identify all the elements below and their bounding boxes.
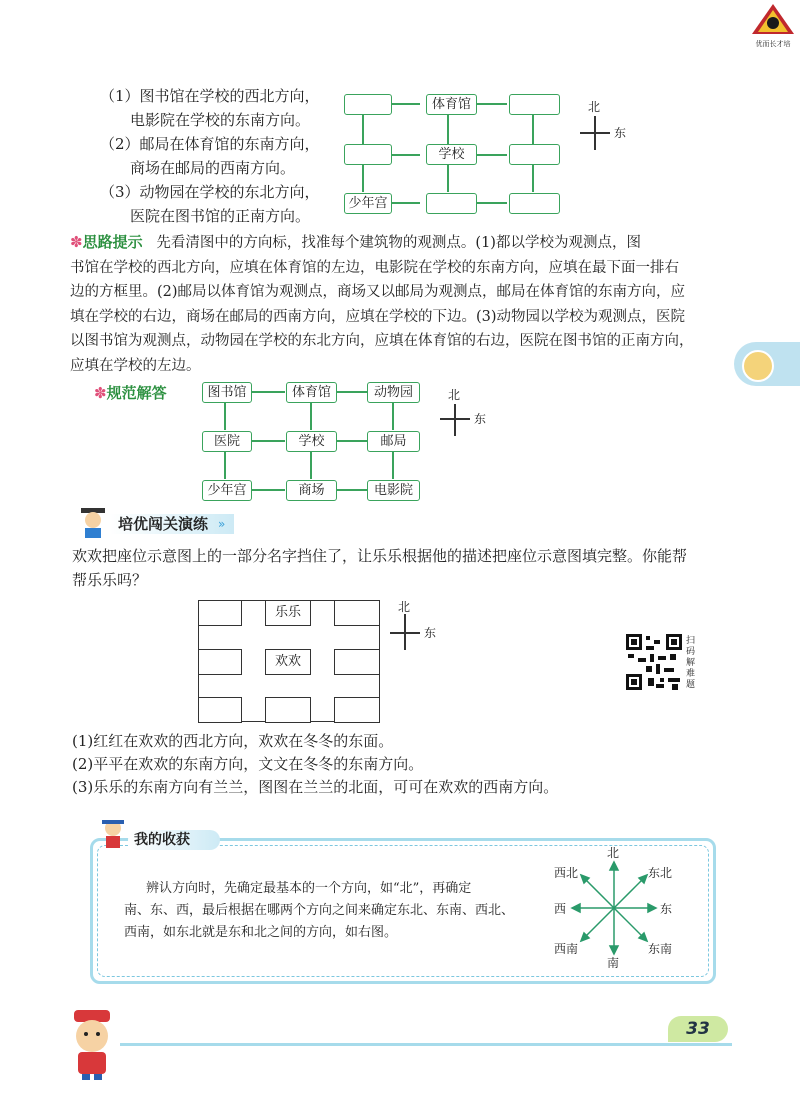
answer-box-zoo: 动物园 [367,382,420,403]
summary-heading [98,818,228,852]
practice-conditions [72,730,558,799]
answer-box-library: 图书馆 [202,382,252,403]
answer-box-youth-palace: 少年宫 [202,480,252,501]
hint-line: 填在学校的右边，商场在邮局的西南方向，应填在学校的下边。(3)动物园以学校为观测点，医院 [70,308,686,325]
compass-east-label: 东 [614,126,627,140]
question-line: （1）图书馆在学校的西北方向， [100,87,320,105]
compass-nw-label: 西北 [554,866,579,880]
practice-intro-line: 欢欢把座位示意图上的一部分名字挡住了，让乐乐根据他的描述把座位示意图填完整。你能帮 [72,547,688,565]
direction-map-answer [200,380,422,504]
answer-box-mall: 商场 [286,480,337,501]
compass-east-label: 东 [424,626,437,640]
compass-ne-label: 东北 [648,866,673,880]
boy-mascot-icon [98,818,128,852]
compass-north-label: 北 [448,388,461,402]
eight-direction-compass [548,848,684,970]
hint-line: 先看清图中的方向标，找准每个建筑物的观测点。(1)都以学校为观测点，图 [156,235,641,251]
compass-s-label: 南 [607,956,620,970]
question-line: 医院在图书馆的正南方向。 [130,207,311,225]
practice-intro-line: 帮乐乐吗？ [72,571,148,589]
hint-paragraph [70,230,730,378]
compass-practice [388,600,444,652]
hint-line: 应填在学校的左边。 [70,357,201,374]
side-tab [734,342,800,386]
page-number-badge [668,1016,728,1042]
question-line: （2）邮局在体育馆的东南方向， [100,135,320,153]
compass-w-label: 西 [554,902,567,916]
compass-north-label: 北 [398,600,411,614]
map-box-empty [344,94,392,115]
hint-line: 书馆在学校的西北方向，应填在体育馆的左边，电影院在学校的东南方向，应填在最下面一排右 [70,259,679,276]
seat-box-empty [198,600,242,626]
hint-line: 边的方框里。(2)邮局以体育馆为观测点，商场又以邮局为观测点，邮局在体育馆的东南方向，应 [70,284,686,300]
answer-box-cinema: 电影院 [367,480,420,501]
question-line: （3）动物园在学校的东北方向， [100,183,320,201]
compass-question [580,100,632,152]
hint-line: 以图书馆为观测点，动物园在学校的东北方向，应填在体育馆的右边，医院在图书馆的正南方向， [70,333,694,349]
map-box-empty [509,193,560,214]
summary-line: 西南，如东北就是东和北之间的方向，如右图。 [124,925,398,940]
map-box-stadium: 体育馆 [426,94,477,115]
summary-line: 南、东、西，最后根据在哪两个方向之间来确定东北、东南、西北、 [124,903,515,918]
compass-se-label: 东南 [648,942,673,956]
seat-box-lele: 乐乐 [265,600,311,626]
map-box-empty [426,193,477,214]
corner-logo-text: 优而长才培 [755,40,791,48]
seat-box-empty [198,697,242,723]
summary-line: 辨认方向时，先确定最基本的一个方向，如“北”，再确定 [146,881,472,896]
seat-box-empty [265,697,311,723]
compass-n-label: 北 [607,846,620,860]
question-line: 电影院在学校的东南方向。 [130,111,311,129]
answer-box-stadium: 体育馆 [286,382,337,403]
practice-heading [72,506,252,540]
seat-diagram [198,600,380,722]
corner-logo [748,2,798,46]
summary-title: 我的收获 [134,832,190,848]
flower-icon: ✽ [94,384,107,402]
direction-map-question [340,92,565,220]
answer-label: 规范解答 [106,384,167,402]
summary-text [124,878,514,944]
question-line: 商场在邮局的西南方向。 [130,159,296,177]
practice-title: 培优闯关演练 [118,515,209,533]
map-box-empty [509,144,560,165]
answer-heading [94,382,167,403]
seat-box-empty [334,649,380,675]
seat-box-empty [334,600,380,626]
map-box-school: 学校 [426,144,477,165]
student-mascot-icon [76,506,110,540]
answer-box-post-office: 邮局 [367,431,420,452]
condition-line: (3)乐乐的东南方向有兰兰，图图在兰兰的北面，可可在欢欢的西南方向。 [72,778,559,796]
footer-mascot-icon [62,1008,122,1080]
compass-e-label: 东 [660,902,673,916]
seat-box-empty [198,649,242,675]
hint-label: 思路提示 [82,233,143,251]
double-chevron-icon: » [218,517,226,531]
seat-box-empty [334,697,380,723]
flower-icon: ✽ [70,233,83,251]
page-number: 33 [686,1019,710,1039]
compass-sw-label: 西南 [554,942,579,956]
compass-north-label: 北 [588,100,601,114]
answer-box-school: 学校 [286,431,337,452]
qr-code[interactable] [626,634,682,690]
compass-east-label: 东 [474,412,487,426]
map-box-empty [344,144,392,165]
practice-intro [72,544,687,592]
seat-box-huanhuan: 欢欢 [265,649,311,675]
compass-answer [440,388,492,440]
map-box-empty [509,94,560,115]
map-box-youth-palace: 少年宫 [344,193,392,214]
qr-label: 扫码解难题 [686,636,696,690]
condition-line: (2)平平在欢欢的东南方向，文文在冬冬的东南方向。 [72,755,424,773]
mascot-icon [742,350,774,382]
condition-line: (1)红红在欢欢的西北方向，欢欢在冬冬的东面。 [72,732,394,750]
answer-box-hospital: 医院 [202,431,252,452]
footer-rule [120,1043,732,1046]
